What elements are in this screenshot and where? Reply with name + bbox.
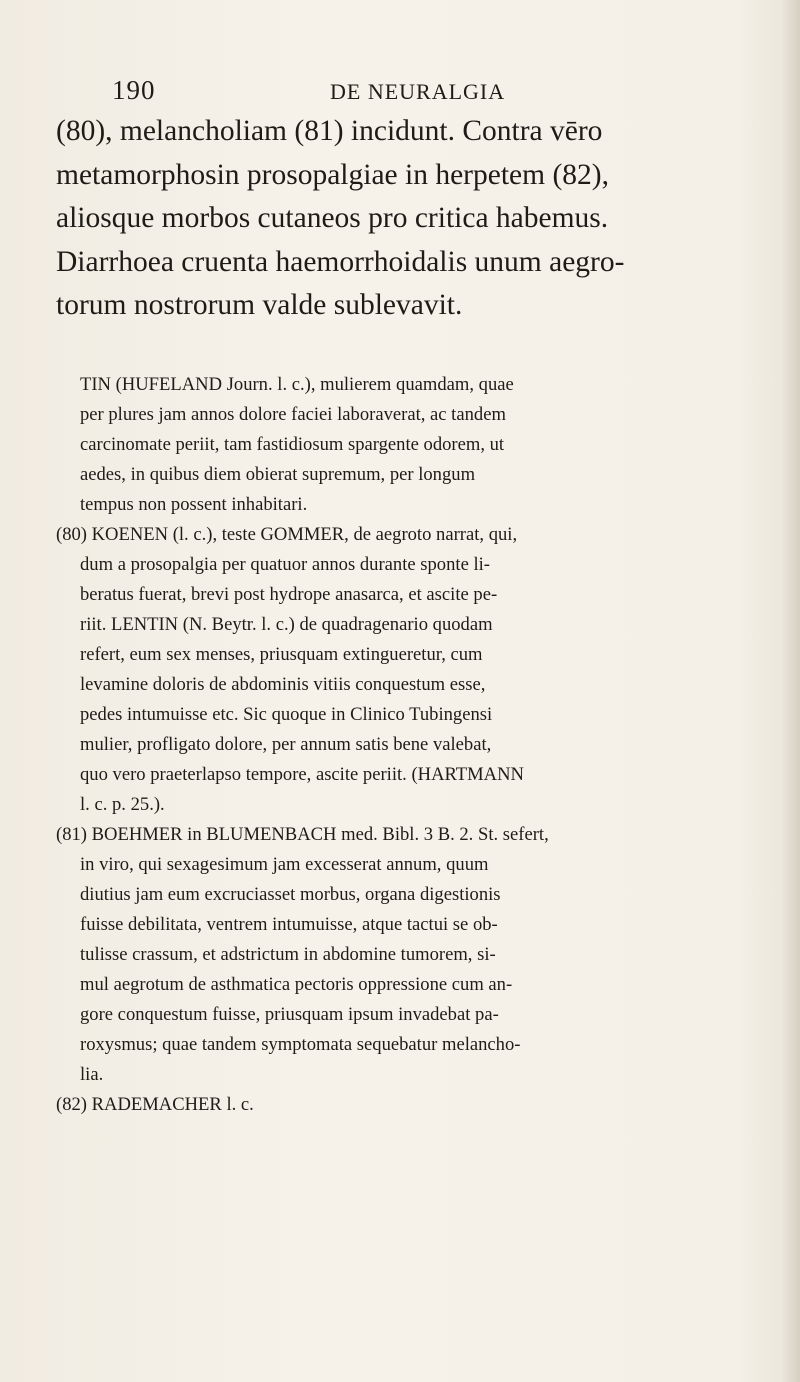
footnote-line: (80) KOENEN (l. c.), teste GOMMER, de aegroto narrat, qui, [56, 524, 518, 545]
footnote-line: carcinomate periit, tam fastidiosum spargente odorem, ut [80, 434, 505, 455]
main-line: aliosque morbos cutaneos pro critica habemus. [56, 202, 609, 234]
footnote-line: beratus fuerat, brevi post hydrope anasarca, et ascite pe- [80, 584, 498, 605]
footnote-line: gore conquestum fuisse, priusquam ipsum invadebat pa- [80, 1004, 499, 1025]
footnote-line: l. c. p. 25.). [80, 794, 165, 815]
footnote-line: pedes intumuisse etc. Sic quoque in Clinico Tubingensi [80, 704, 493, 725]
page-edge [782, 0, 800, 1382]
main-line: torum nostrorum valde sublevavit. [56, 289, 463, 321]
footnote-line: (81) BOEHMER in BLUMENBACH med. Bibl. 3 B. 2. St. sefert, [56, 824, 549, 845]
footnote-line: per plures jam annos dolore faciei laboraverat, ac tandem [80, 404, 506, 425]
footnote-line: mulier, profligato dolore, per annum satis bene valebat, [80, 734, 492, 755]
footnote-line: tempus non possent inhabitari. [80, 494, 308, 515]
footnote-line: lia. [80, 1064, 104, 1085]
main-line: metamorphosin prosopalgiae in herpetem (82), [56, 158, 609, 191]
page-header [112, 75, 672, 109]
footnote-line: in viro, qui sexagesimum jam excesserat annum, quum [80, 854, 489, 875]
footnote-line: refert, eum sex menses, priusquam extingueretur, cum [80, 644, 483, 665]
footnote-line: (82) RADEMACHER l. c. [56, 1094, 254, 1115]
footnotes [56, 370, 768, 1120]
footnote-line: fuisse debilitata, ventrem intumuisse, atque tactui se ob- [80, 914, 498, 935]
footnote-line: quo vero praeterlapso tempore, ascite periit. (HARTMANN [80, 764, 524, 785]
footnote-line: TIN (HUFELAND Journ. l. c.), mulierem quamdam, quae [80, 374, 514, 395]
footnote-line: mul aegrotum de asthmatica pectoris oppressione cum an- [80, 974, 513, 995]
footnote-line: levamine doloris de abdominis vitiis conquestum esse, [80, 674, 486, 695]
main-text [56, 110, 756, 328]
footnote-line: aedes, in quibus diem obierat supremum, per longum [80, 464, 476, 485]
running-head: DE NEURALGIA [330, 79, 506, 104]
main-line: (80), melancholiam (81) incidunt. Contra vēro [56, 115, 603, 147]
footnote-line: diutius jam eum excruciasset morbus, organa digestionis [80, 884, 501, 905]
footnote-line: riit. LENTIN (N. Beytr. l. c.) de quadragenario quodam [80, 614, 493, 635]
page-number: 190 [112, 75, 156, 105]
footnote-line: dum a prosopalgia per quatuor annos durante sponte li- [80, 554, 490, 575]
footnote-line: roxysmus; quae tandem symptomata sequebatur melancho- [80, 1034, 521, 1055]
footnote-line: tulisse crassum, et adstrictum in abdomine tumorem, si- [80, 944, 496, 965]
main-line: Diarrhoea cruenta haemorrhoidalis unum aegro- [56, 245, 625, 278]
